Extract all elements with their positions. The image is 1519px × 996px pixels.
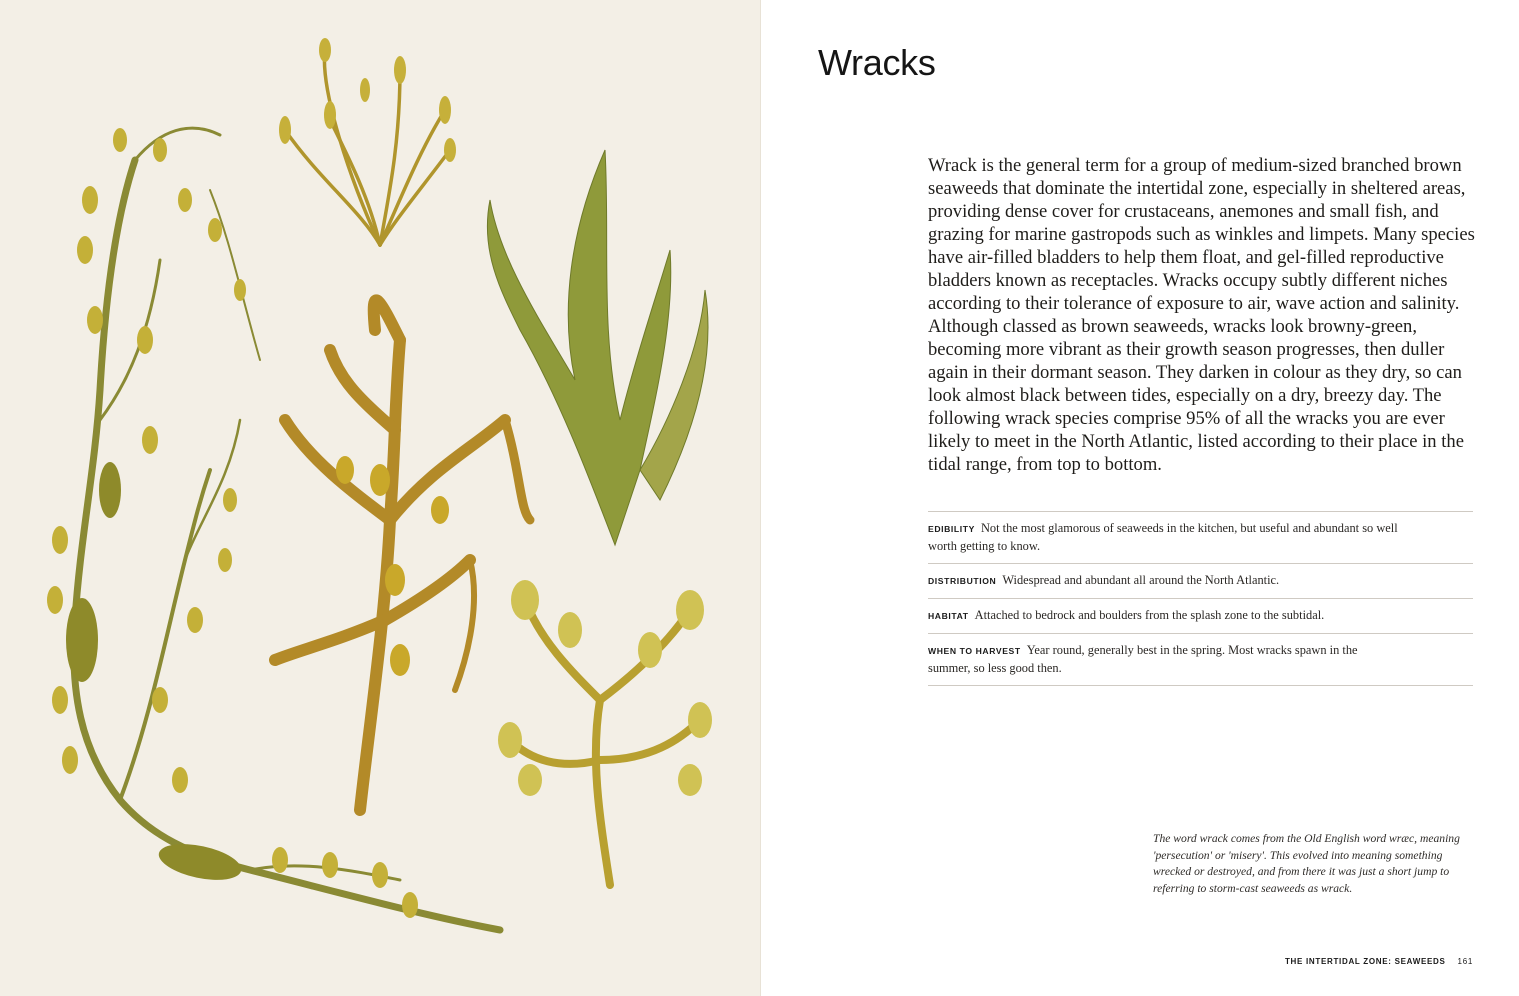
- fact-label: EDIBILITY: [928, 524, 975, 534]
- fact-label: DISTRIBUTION: [928, 576, 997, 586]
- running-footer-section: THE INTERTIDAL ZONE: SEAWEEDS: [1284, 957, 1446, 966]
- fact-text: Year round, generally best in the spring. Most wracks spawn in the summer, so less good then.: [928, 643, 1358, 675]
- text-page: [760, 0, 1519, 996]
- fact-row-habitat: [928, 599, 1473, 634]
- fact-text: Attached to bedrock and boulders from the splash zone to the subtidal.: [974, 608, 1325, 622]
- egg-wrack-illustration: [47, 128, 500, 930]
- fact-row-distribution: [928, 564, 1473, 599]
- page-title: Wracks: [818, 42, 936, 83]
- fact-text: Not the most glamorous of seaweeds in the kitchen, but useful and abundant so well worth getting to know.: [928, 521, 1398, 553]
- bladder-wrack-illustration: [275, 300, 530, 810]
- facts-table: [928, 511, 1473, 686]
- fact-row-when-to-harvest: [928, 634, 1473, 686]
- page-number: 161: [1457, 957, 1473, 966]
- etymology-note: The word wrack comes from the Old English word wræc, meaning 'persecution' or 'misery'. This evolved into meaning something wrecked or destroyed, and from there it was just a short jump to referring to storm-cast seaweeds as wrack.: [1153, 832, 1460, 895]
- page-footer: [1285, 957, 1473, 966]
- fact-label: WHEN TO HARVEST: [928, 646, 1021, 656]
- spiral-wrack-illustration: [498, 580, 712, 885]
- intro-paragraph: Wrack is the general term for a group of medium-sized branched brown seaweeds that dominate the intertidal zone, especially in sheltered areas, providing dense cover for crustaceans, anemones and small fish, and grazing for marine gastropods such as winkles and limpets. Many species have air-filled bladders to help them float, and gel-filled reproductive bladders known as receptacles. Wracks occupy subtly different niches according to their tolerance of exposure to air, wave action and salinity. Although classed as brown seaweeds, wracks look browny-green, becoming more vibrant as their growth season progresses, then duller again in their dormant season. They darken in colour as they dry, so can look almost black between tides, especially on a dry, breezy day. The following wrack species comprise 95% of all the wracks you are ever likely to meet in the North Atlantic, listed according to their place in the tidal range, from top to bottom.: [928, 155, 1475, 475]
- fact-label: HABITAT: [928, 611, 969, 621]
- fact-row-edibility: [928, 512, 1473, 564]
- channelled-wrack-illustration: [279, 38, 456, 245]
- fact-text: Widespread and abundant all around the North Atlantic.: [1002, 573, 1280, 587]
